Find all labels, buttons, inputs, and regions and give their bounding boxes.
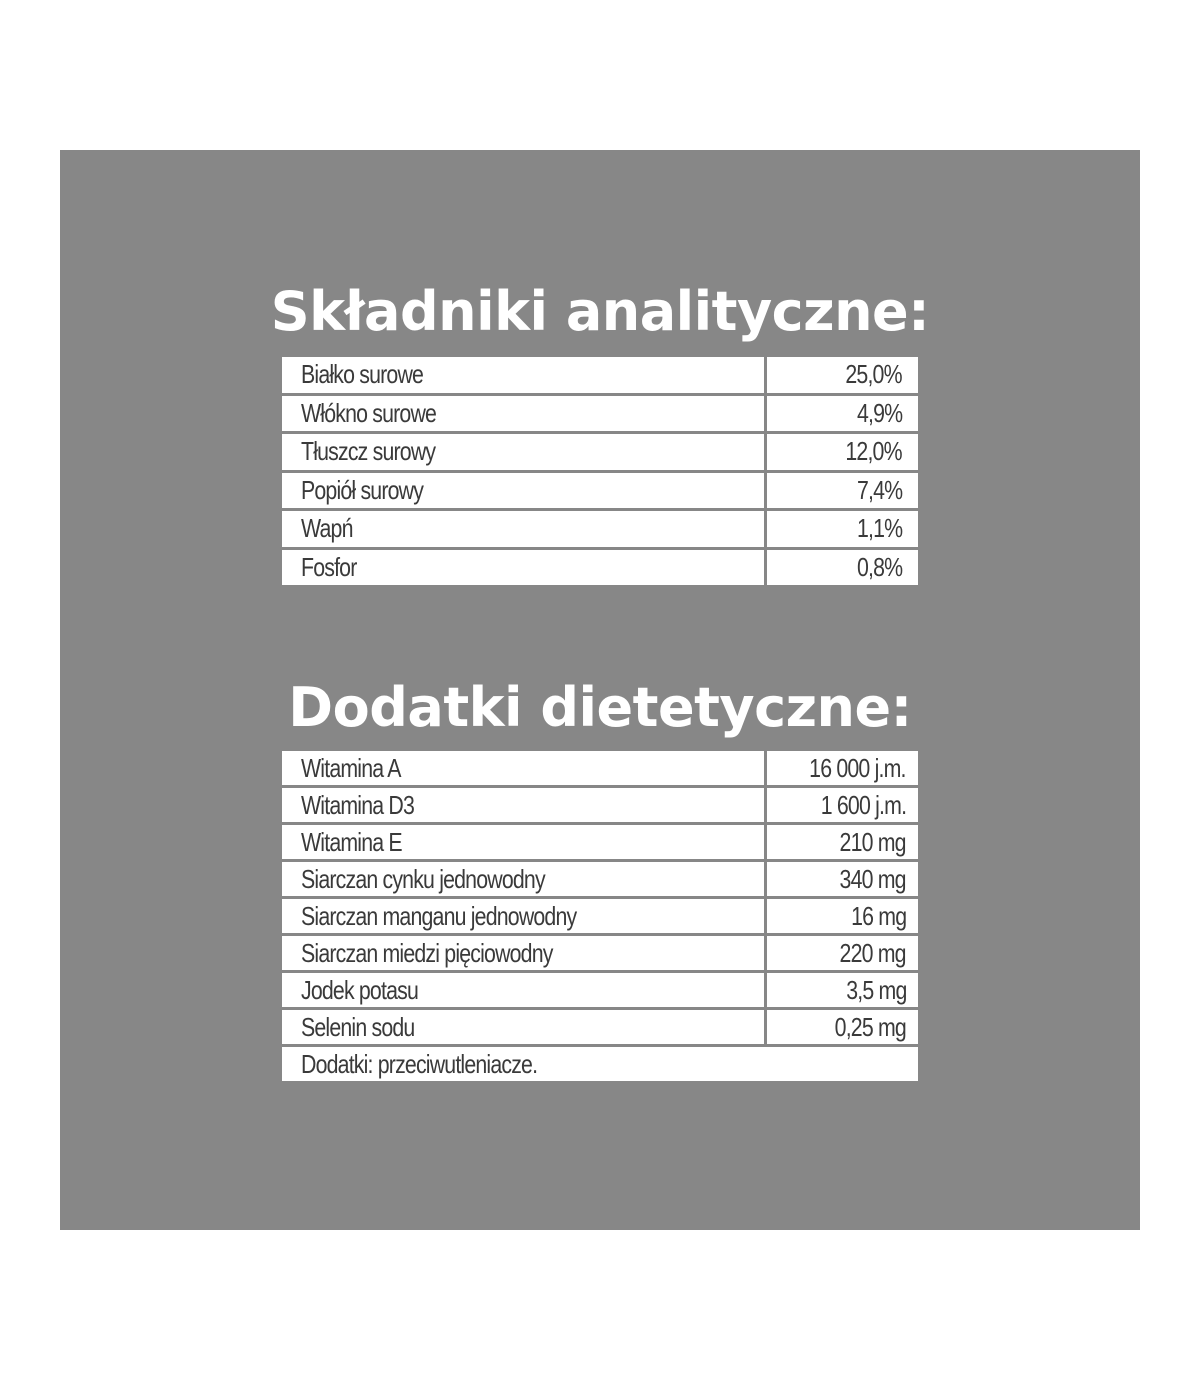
ingredient-value: 0,8% bbox=[856, 551, 902, 582]
ingredient-name: Witamina D3 bbox=[301, 789, 415, 820]
ingredient-name: Siarczan manganu jednowodny bbox=[301, 900, 577, 931]
ingredient-value: 7,4% bbox=[856, 474, 902, 505]
ingredient-value-cell bbox=[767, 825, 918, 859]
dietary-additives-table bbox=[282, 751, 918, 1084]
table-footer-row bbox=[282, 1047, 918, 1081]
ingredient-value: 0,25 mg bbox=[834, 1011, 906, 1042]
ingredient-value: 12,0% bbox=[845, 436, 902, 467]
table-row bbox=[282, 936, 918, 970]
ingredient-value: 4,9% bbox=[856, 397, 902, 428]
ingredient-value-cell bbox=[767, 788, 918, 822]
table-row bbox=[282, 1010, 918, 1044]
ingredient-value: 3,5 mg bbox=[845, 974, 906, 1005]
footer-note-cell bbox=[282, 1047, 918, 1081]
ingredient-name: Siarczan cynku jednowodny bbox=[301, 863, 545, 894]
ingredient-name: Witamina E bbox=[301, 826, 402, 857]
footer-note: Dodatki: przeciwutleniacze. bbox=[301, 1048, 538, 1079]
table-row bbox=[282, 473, 918, 509]
ingredient-name: Tłuszcz surowy bbox=[301, 436, 436, 467]
ingredient-value: 340 mg bbox=[839, 863, 906, 894]
ingredient-value: 25,0% bbox=[845, 359, 902, 390]
ingredient-value-cell bbox=[767, 936, 918, 970]
ingredient-name-cell bbox=[282, 550, 764, 586]
ingredient-value: 1 600 j.m. bbox=[820, 789, 906, 820]
analytic-constituents-table bbox=[282, 357, 918, 588]
ingredient-value: 210 mg bbox=[839, 826, 906, 857]
table-row bbox=[282, 788, 918, 822]
ingredient-name-cell bbox=[282, 434, 764, 470]
table-row bbox=[282, 550, 918, 586]
ingredient-value-cell bbox=[767, 751, 918, 785]
ingredient-value-cell bbox=[767, 973, 918, 1007]
dietary-additives-heading: Dodatki dietetyczne: bbox=[288, 676, 912, 739]
ingredient-value: 16 000 j.m. bbox=[809, 752, 906, 783]
table-row bbox=[282, 862, 918, 896]
ingredient-value: 220 mg bbox=[839, 937, 906, 968]
ingredient-name-cell bbox=[282, 862, 764, 896]
ingredient-value-cell bbox=[767, 899, 918, 933]
ingredient-name: Włókno surowe bbox=[301, 397, 437, 428]
ingredient-name: Jodek potasu bbox=[301, 974, 418, 1005]
table-row bbox=[282, 396, 918, 432]
ingredient-name-cell bbox=[282, 973, 764, 1007]
table-row bbox=[282, 751, 918, 785]
ingredient-name-cell bbox=[282, 899, 764, 933]
table-row bbox=[282, 825, 918, 859]
ingredient-value-cell bbox=[767, 1010, 918, 1044]
table-row bbox=[282, 973, 918, 1007]
ingredient-name: Witamina A bbox=[301, 752, 401, 783]
ingredient-name-cell bbox=[282, 511, 764, 547]
ingredient-value-cell bbox=[767, 511, 918, 547]
ingredient-name-cell bbox=[282, 1010, 764, 1044]
ingredient-name: Białko surowe bbox=[301, 359, 424, 390]
ingredient-value-cell bbox=[767, 434, 918, 470]
ingredient-name: Siarczan miedzi pięciowodny bbox=[301, 937, 553, 968]
ingredient-name: Popiół surowy bbox=[301, 474, 424, 505]
ingredient-name: Wapń bbox=[301, 513, 353, 544]
ingredient-name: Fosfor bbox=[301, 551, 357, 582]
table-row bbox=[282, 357, 918, 393]
ingredient-name: Selenin sodu bbox=[301, 1011, 415, 1042]
ingredient-value: 16 mg bbox=[850, 900, 906, 931]
ingredient-name-cell bbox=[282, 357, 764, 393]
ingredient-name-cell bbox=[282, 751, 764, 785]
ingredient-value-cell bbox=[767, 550, 918, 586]
ingredient-name-cell bbox=[282, 788, 764, 822]
ingredient-name-cell bbox=[282, 396, 764, 432]
ingredient-value-cell bbox=[767, 357, 918, 393]
table-row bbox=[282, 899, 918, 933]
ingredient-value-cell bbox=[767, 473, 918, 509]
table-row bbox=[282, 434, 918, 470]
ingredient-name-cell bbox=[282, 473, 764, 509]
ingredient-value-cell bbox=[767, 396, 918, 432]
table-row bbox=[282, 511, 918, 547]
ingredient-value: 1,1% bbox=[856, 513, 902, 544]
analytic-constituents-heading: Składniki analityczne: bbox=[270, 280, 930, 343]
ingredient-name-cell bbox=[282, 936, 764, 970]
ingredient-name-cell bbox=[282, 825, 764, 859]
ingredient-value-cell bbox=[767, 862, 918, 896]
